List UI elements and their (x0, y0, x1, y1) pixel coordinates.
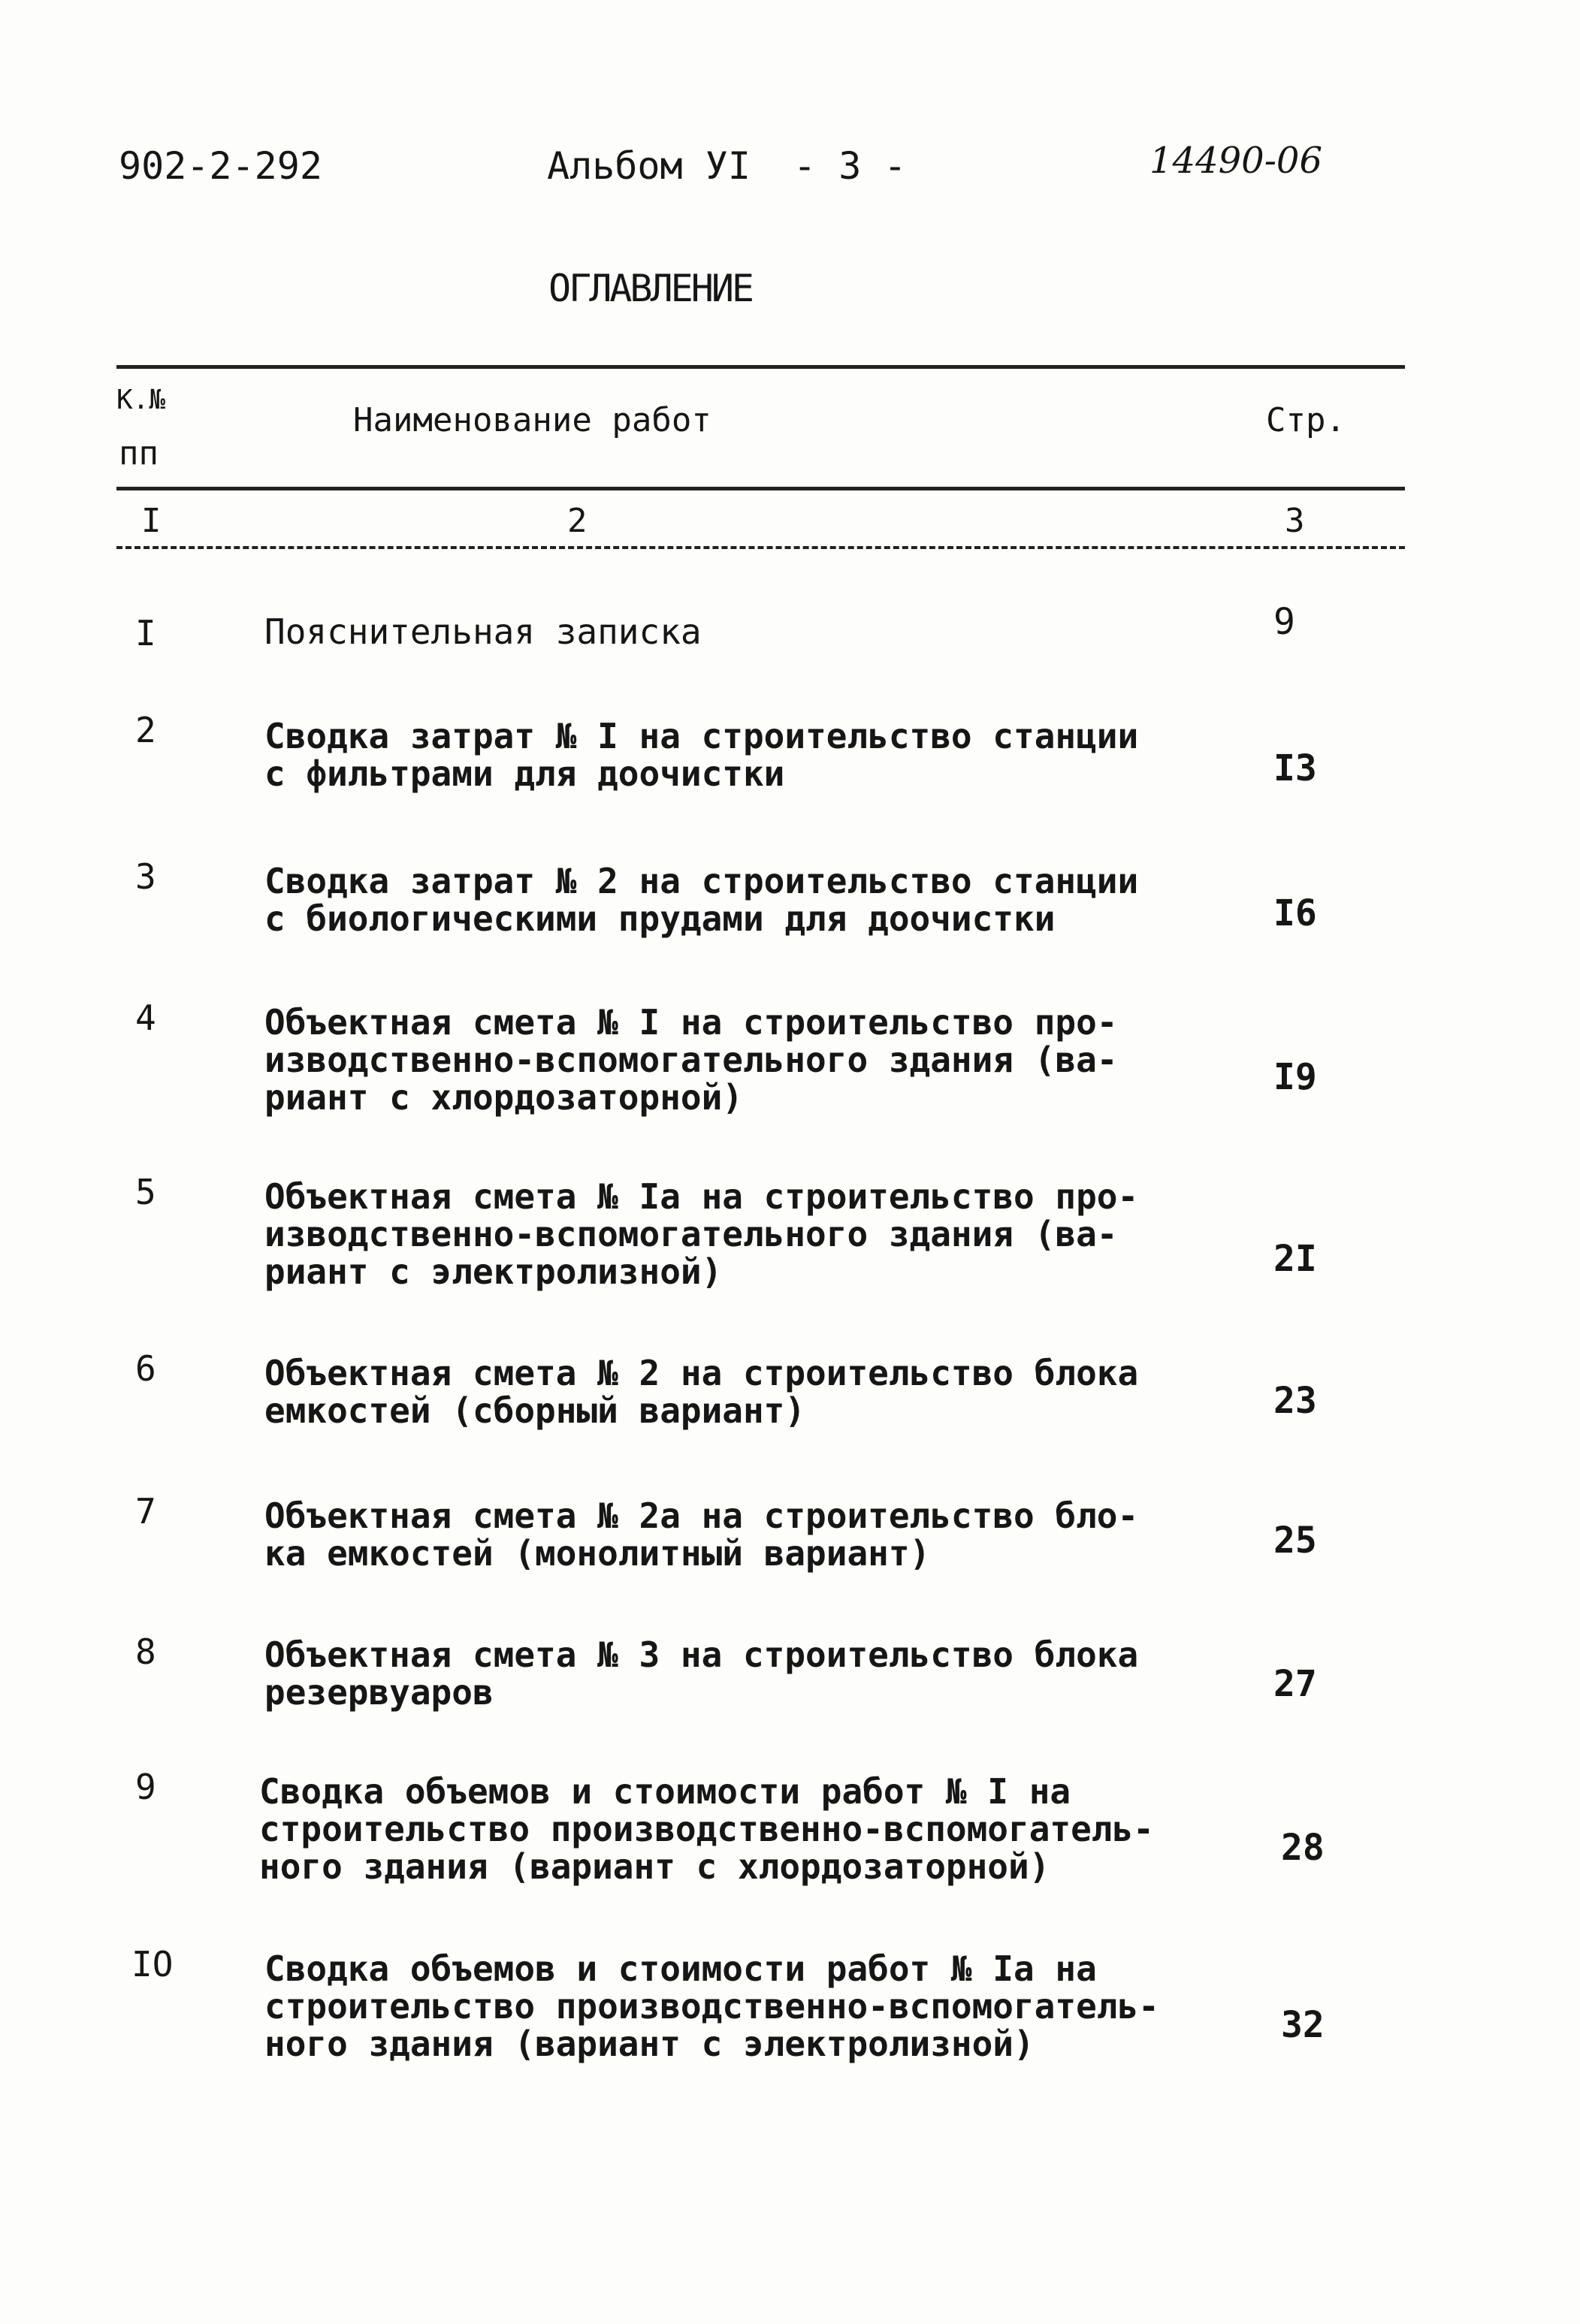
table-header-rule (116, 487, 1405, 490)
entry-title: Сводка объемов и стоимости работ № I на строительство производственно-вспомогатель- ного здания (вариант с хлордозаторной) (259, 1771, 1154, 1887)
entry-page: 32 (1281, 2004, 1325, 2046)
page-number: - 3 - (793, 144, 907, 188)
entry-title: Объектная смета № Iа на строительство про- изводственно-вспомогательного здания (ва- риант с электролизной) (264, 1176, 1139, 1292)
entry-page: 23 (1273, 1380, 1317, 1422)
entry-page: 2I (1273, 1238, 1317, 1280)
entry-title: Объектная смета № 3 на строительство блока резервуаров (264, 1634, 1139, 1713)
column-number-3: 3 (1285, 502, 1305, 540)
entry-page: 27 (1273, 1663, 1317, 1705)
entry-title: Объектная смета № 2а на строительство бло- ка емкостей (монолитный вариант) (264, 1496, 1139, 1574)
toc-entry (0, 998, 1580, 1163)
entry-page: I9 (1273, 1056, 1317, 1098)
entry-number: 2 (135, 710, 156, 750)
entry-page: I6 (1273, 892, 1317, 934)
entry-title: Объектная смета № 2 на строительство блока емкостей (сборный вариант) (264, 1353, 1139, 1431)
entry-number: IO (131, 1944, 174, 1984)
entry-number: 5 (135, 1172, 156, 1212)
entry-title: Сводка затрат № I на строительство станции с фильтрами для доочистки (264, 716, 1139, 794)
toc-entry (0, 856, 1580, 1022)
entry-title: Пояснительная записка (264, 611, 702, 652)
entry-page: 28 (1281, 1827, 1325, 1869)
toc-entry (0, 710, 1580, 875)
toc-entry (0, 1172, 1580, 1337)
entry-number: I (135, 613, 156, 653)
entry-title: Объектная смета № I на строительство про- изводственно-вспомогательного здания (ва- риант с хлордозаторной) (264, 1002, 1118, 1118)
toc-entry (0, 1944, 1580, 2109)
column-number-2: 2 (567, 502, 588, 540)
column-header-number-line1: К.№ (116, 385, 166, 415)
entry-title: Сводка затрат № 2 на строительство станции с биологическими прудами для доочистки (264, 861, 1139, 939)
entry-number: 8 (135, 1631, 156, 1672)
entry-number: 7 (135, 1491, 156, 1532)
entry-page: 9 (1273, 601, 1295, 643)
column-number-1: I (141, 502, 162, 540)
document-code: 902-2-292 (119, 144, 322, 188)
entry-number: 6 (135, 1348, 156, 1389)
entry-number: 3 (135, 856, 156, 897)
entry-page: 25 (1273, 1520, 1317, 1562)
page-title: ОГЛАВЛЕНИЕ (548, 267, 753, 310)
entry-number: 9 (135, 1767, 156, 1807)
album-label: Альбом УI (547, 144, 751, 188)
column-header-name: Наименование работ (353, 401, 711, 439)
table-top-rule (116, 365, 1405, 369)
handwritten-registration-number: 14490-06 (1150, 140, 1322, 182)
entry-page: I3 (1273, 747, 1317, 789)
column-header-page: Стр. (1266, 401, 1346, 439)
column-header-number-line2: пп (119, 434, 159, 472)
column-number-dashed-rule (116, 546, 1405, 549)
entry-title: Сводка объемов и стоимости работ № Iа на строительство производственно-вспомогатель- ного здания (вариант с электролизной) (264, 1948, 1159, 2064)
toc-entry (0, 1348, 1580, 1514)
toc-entry (0, 1767, 1580, 1932)
entry-number: 4 (135, 998, 156, 1038)
